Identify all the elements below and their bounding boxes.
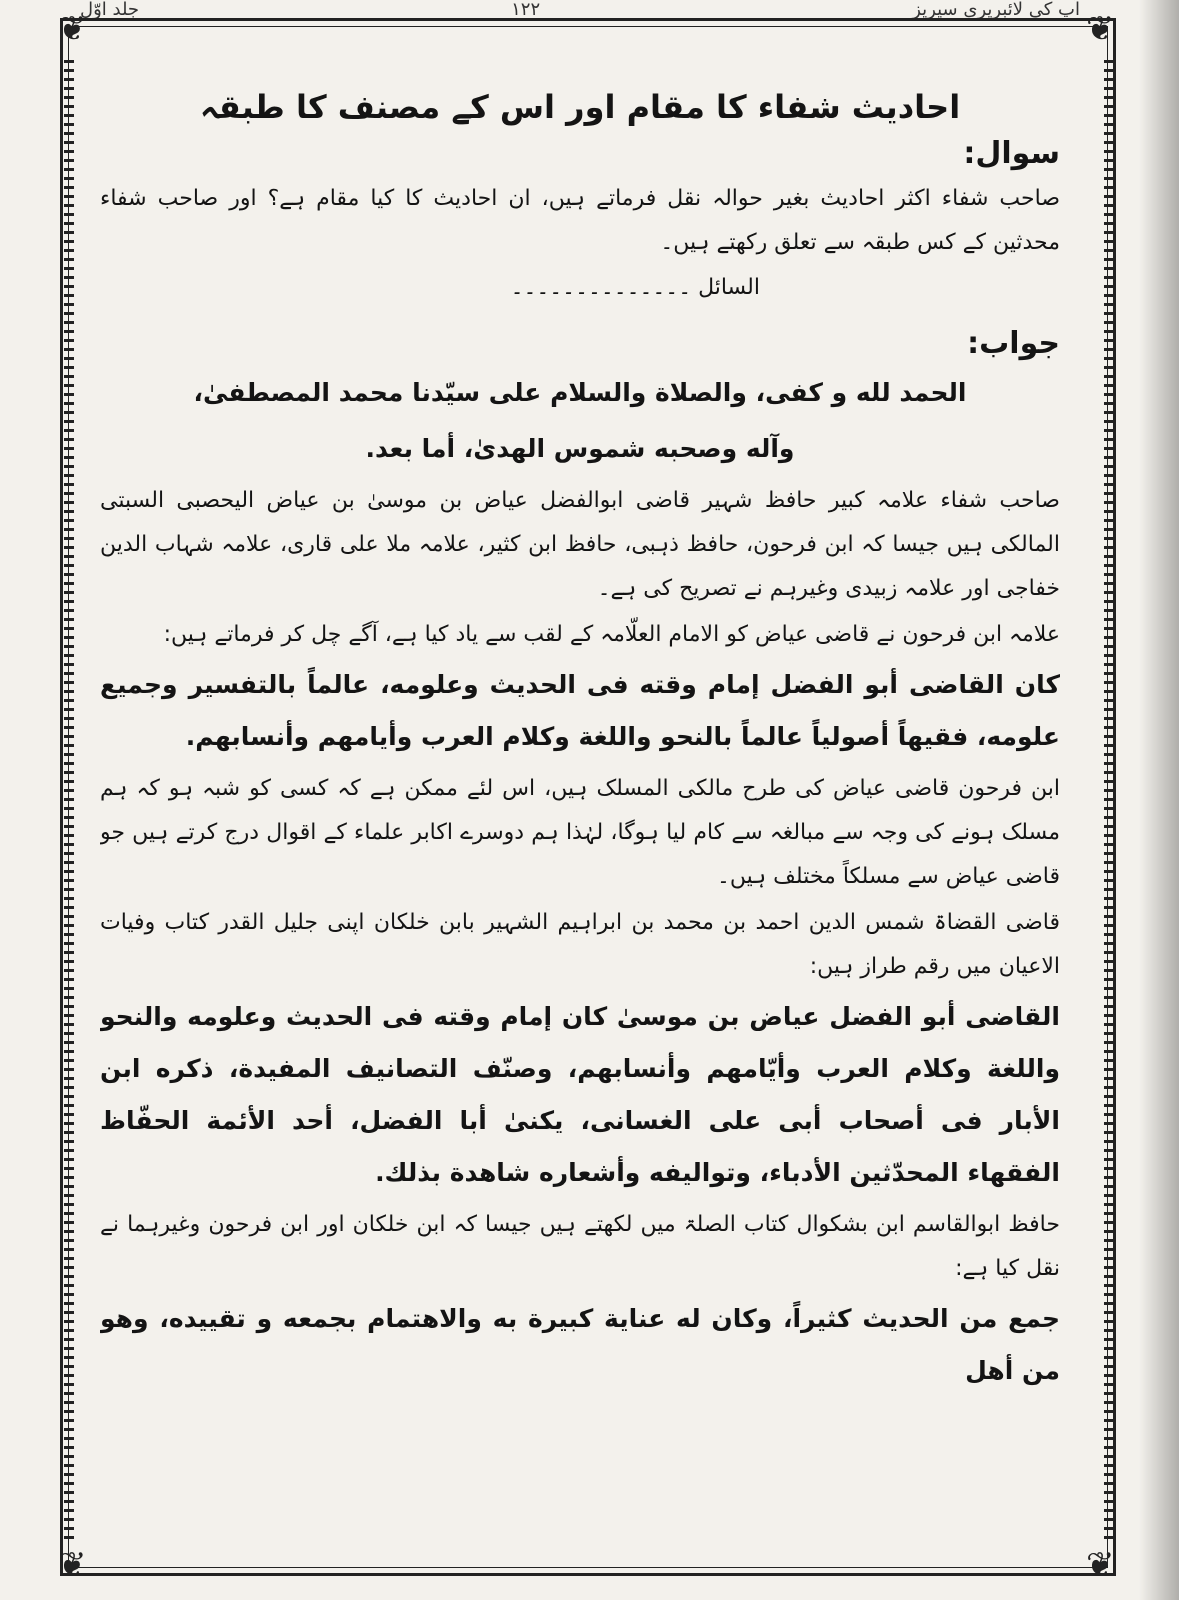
answer-opening-line-1: الحمد لله و كفى، والصلاة والسلام على سيّدنا محمد المصطفىٰ، <box>193 378 967 407</box>
arabic-quote-2: القاضى أبو الفضل عياض بن موسىٰ كان إمام وقته فى الحديث وعلومه والنحو واللغة وكلام العرب وأيّامهم وأنسابهم، وصنّف التصانيف المفيدة، ذكره ابن الأبار فى أصحاب أبى على الغسانى، يكنىٰ أبا الفضل، أحد الأئمة الحفّاظ الفقهاء المحدّثين الأدباء، وتواليفه وأشعاره شاهدة بذلك. <box>100 1002 1060 1187</box>
corner-ornament-icon: ❦ <box>1086 9 1115 49</box>
questioner-signature: السائل ۔۔۔۔۔۔۔۔۔۔۔۔۔۔ <box>510 275 760 300</box>
answer-paragraph-5: حافظ ابوالقاسم ابن بشکوال کتاب الصلۃ میں لکھتے ہیں جیسا کہ ابن خلکان اور ابن فرحون وغیرہما نے نقل کیا ہے: <box>100 1212 1060 1281</box>
corner-ornament-icon: ❦ <box>1086 1545 1115 1585</box>
arabic-quote-3: جمع من الحديث كثيراً، وكان له عناية كبيرة به والاهتمام بجمعه و تقييده، وهو من أهل <box>100 1304 1060 1385</box>
answer-paragraph-2: علامہ ابن فرحون نے قاضی عیاض کو الامام العلّامہ کے لقب سے یاد کیا ہے، آگے چل کر فرماتے ہیں: <box>163 622 1060 647</box>
answer-paragraph-4: قاضی القضاۃ شمس الدین احمد بن محمد بن ابراہیم الشہیر بابن خلکان اپنی جلیل القدر کتاب وفیات الاعیان میں رقم طراز ہیں: <box>100 910 1060 979</box>
arabic-quote-1: كان القاضى أبو الفضل إمام وقته فى الحديث وعلومه، عالماً بالتفسير وجميع علومه، فقيهاً أصولياً عالماً بالنحو واللغة وكلام العرب وأيامهم وأنسابهم. <box>100 670 1060 751</box>
page-edge-shadow <box>1139 0 1179 1600</box>
left-chain-border <box>64 60 74 1540</box>
answer-paragraph-3: ابن فرحون قاضی عیاض کی طرح مالکی المسلک ہیں، اس لئے ممکن ہے کہ کسی کو شبہ ہو کہ ہم مسلک ہونے کی وجہ سے مبالغہ سے کام لیا ہوگا، لہٰذا ہم دوسرے اکابر علماء کے اقوال درج کرتے ہیں جو قاضی عیاض سے مسلکاً مختلف ہیں۔ <box>100 776 1060 889</box>
answer-opening-line-2: وآله وصحبه شموس الهدىٰ، أما بعد. <box>365 434 795 463</box>
right-chain-border <box>1104 60 1114 1540</box>
page-title: احادیث شفاء کا مقام اور اس کے مصنف کا طبقہ <box>199 88 961 126</box>
header-book-title: آپ کی لائبریری سیریز <box>912 0 1080 20</box>
answer-heading: جواب: <box>967 326 1060 361</box>
corner-ornament-icon: ❦ <box>58 1545 87 1585</box>
question-heading: سوال: <box>963 136 1060 171</box>
question-text: صاحب شفاء اکثر احادیث بغیر حوالہ نقل فرماتے ہیں، ان احادیث کا کیا مقام ہے؟ اور صاحب شفاء محدثین کے کس طبقہ سے تعلق رکھتے ہیں۔ <box>100 186 1060 255</box>
header-volume: جلد اوّل <box>80 0 140 20</box>
corner-ornament-icon: ❦ <box>58 9 87 49</box>
header-page-number: ۱۲۲ <box>511 0 541 20</box>
answer-paragraph-1: صاحب شفاء علامہ کبیر حافظ شہیر قاضی ابوالفضل عیاض بن موسیٰ بن عیاض الیحصبی السبتی المالکی ہیں جیسا کہ ابن فرحون، حافظ ذہبی، حافظ ابن کثیر، علامہ ملا علی قاری، علامہ شہاب الدین خفاجی اور علامہ زبیدی وغیرہم نے تصریح کی ہے۔ <box>100 488 1060 601</box>
page-content <box>100 70 1060 1570</box>
